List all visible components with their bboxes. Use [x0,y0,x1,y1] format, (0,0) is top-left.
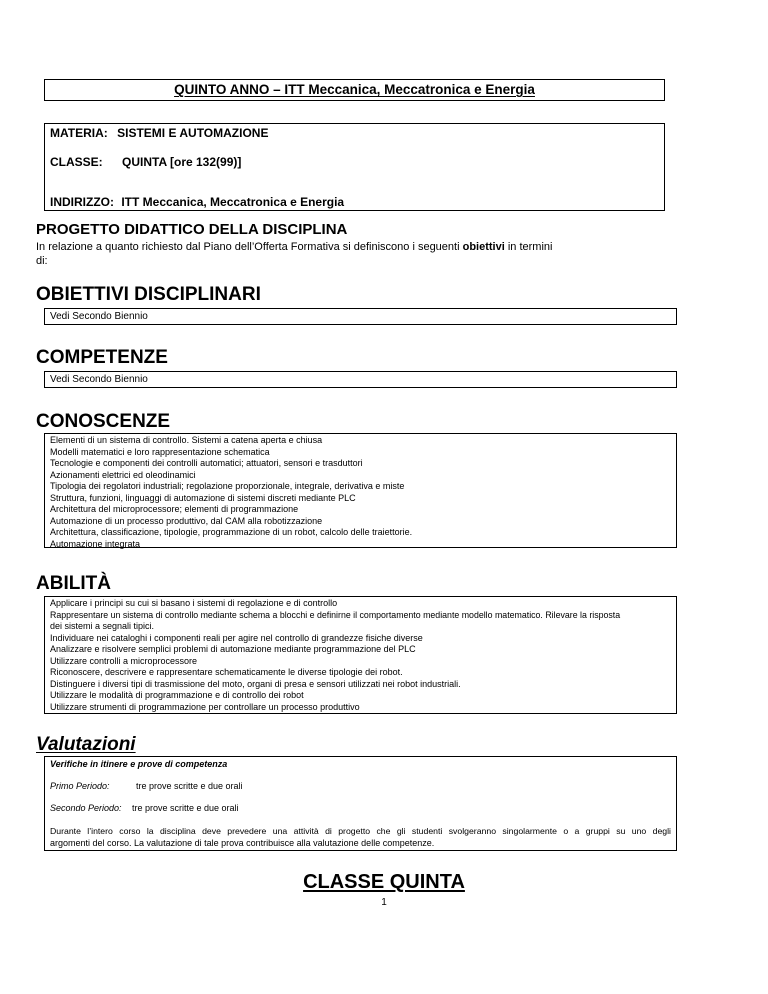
list-item: Modelli matematici e loro rappresentazione schematica [50,446,270,457]
conoscenze-heading: CONOSCENZE [36,411,171,432]
valutazioni-paragraph-line2: argomenti del corso. La valutazione di tale prova contribuisce alla valutazione delle competenze. [50,837,435,848]
valutazioni-paragraph-line1: Durante l’intero corso la disciplina deve prevedere una attività di progetto che gli studenti svolgeranno singolarmente o a gruppi su uno degli [50,826,671,836]
materia-value: SISTEMI E AUTOMAZIONE [117,126,269,140]
info-box [44,123,665,211]
list-item: Rappresentare un sistema di controllo mediante schema a blocchi e definirne il comportamento mediante modello matematico. Rilevare la risposta [50,609,621,620]
competenze-box [44,371,677,388]
list-item: Automazione di un processo produttivo, dal CAM alla robotizzazione [50,515,323,526]
abilita-box [44,596,677,714]
secondo-periodo-value: tre prove scritte e due orali [132,803,239,813]
list-item: dei sistemi a segnali tipici. [50,621,155,631]
indirizzo-row [50,195,344,209]
list-item: Analizzare e risolvere semplici problemi di automazione mediante programmazione del PLC [50,644,416,654]
header-title: QUINTO ANNO – ITT Meccanica, Meccatronica e Energia [174,82,535,97]
list-item: Struttura, funzioni, linguaggi di automazione di sistemi discreti mediante PLC [50,492,356,503]
list-item: Architettura del microprocessore; elementi di programmazione [50,504,299,514]
conoscenze-box [44,433,677,548]
progetto-heading: PROGETTO DIDATTICO DELLA DISCIPLINA [36,221,348,238]
primo-periodo-value: tre prove scritte e due orali [136,781,243,791]
classe-label: CLASSE: [50,155,103,169]
materia-label: MATERIA: [50,126,108,140]
list-item: Distinguere i diversi tipi di trasmissione del moto, organi di presa e sensori utilizzati nei robot industriali. [50,678,461,689]
intro-text-a: In relazione a quanto richiesto dal Piano dell’Offerta Formativa si definiscono i seguenti [36,241,463,253]
materia-row [50,126,268,140]
intro-text-bold: obiettivi [462,241,505,253]
primo-periodo-label: Primo Periodo: [50,781,110,791]
list-item: Elementi di un sistema di controllo. Sistemi a catena aperta e chiusa [50,435,323,445]
list-item: Azionamenti elettrici ed oleodinamici [50,469,196,480]
secondo-periodo-label: Secondo Periodo: [50,803,122,813]
classe-value: QUINTA [ore 132(99)] [122,155,242,169]
primo-periodo-row [50,781,243,791]
obiettivi-heading: OBIETTIVI DISCIPLINARI [36,284,261,305]
list-item: Automazione integrata [50,538,141,549]
obiettivi-box [44,308,677,325]
valutazioni-box [44,756,677,851]
list-item: Tipologia dei regolatori industriali; regolazione proporzionale, integrale, derivativa e miste [50,481,405,491]
indirizzo-value: ITT Meccanica, Meccatronica e Energia [121,195,345,209]
list-item: Utilizzare le modalità di programmazione e di controllo dei robot [50,690,304,700]
classe-row [50,155,242,169]
abilita-heading: ABILITÀ [36,573,111,594]
valutazioni-heading: Valutazioni [36,734,136,755]
list-item: Utilizzare controlli a microprocessore [50,655,198,666]
secondo-periodo-row [50,803,239,813]
page-number: 1 [381,897,387,908]
list-item: Utilizzare strumenti di programmazione per controllare un processo produttivo [50,701,360,712]
conoscenze-list [50,435,412,550]
valutazioni-paragraph [50,826,671,849]
list-item: Individuare nei cataloghi i componenti reali per agire nel controllo di grandezze fisiche diverse [50,632,423,643]
list-item: Tecnologie e componenti dei controlli automatici; attuatori, sensori e trasduttori [50,458,363,468]
competenze-heading: COMPETENZE [36,347,168,368]
intro-text-b: in termini [504,241,553,253]
competenze-text: Vedi Secondo Biennio [50,374,148,385]
progetto-intro-line2: di: [36,255,48,267]
indirizzo-label: INDIRIZZO: [50,195,114,209]
progetto-intro-line1 [36,240,552,254]
progetto-intro [36,240,552,268]
valutazioni-subheading: Verifiche in itinere e prove di competenza [50,759,228,769]
list-item: Applicare i principi su cui si basano i sistemi di regolazione e di controllo [50,598,338,608]
abilita-list [50,598,674,713]
list-item: Riconoscere, descrivere e rappresentare schematicamente le diverse tipologie dei robot. [50,667,403,677]
list-item: Architettura, classificazione, tipologie, programmazione di un robot, calcolo delle traiettorie. [50,527,413,537]
obiettivi-text: Vedi Secondo Biennio [50,311,148,322]
classe-quinta-title: CLASSE QUINTA [303,871,465,893]
header-box [44,79,665,101]
